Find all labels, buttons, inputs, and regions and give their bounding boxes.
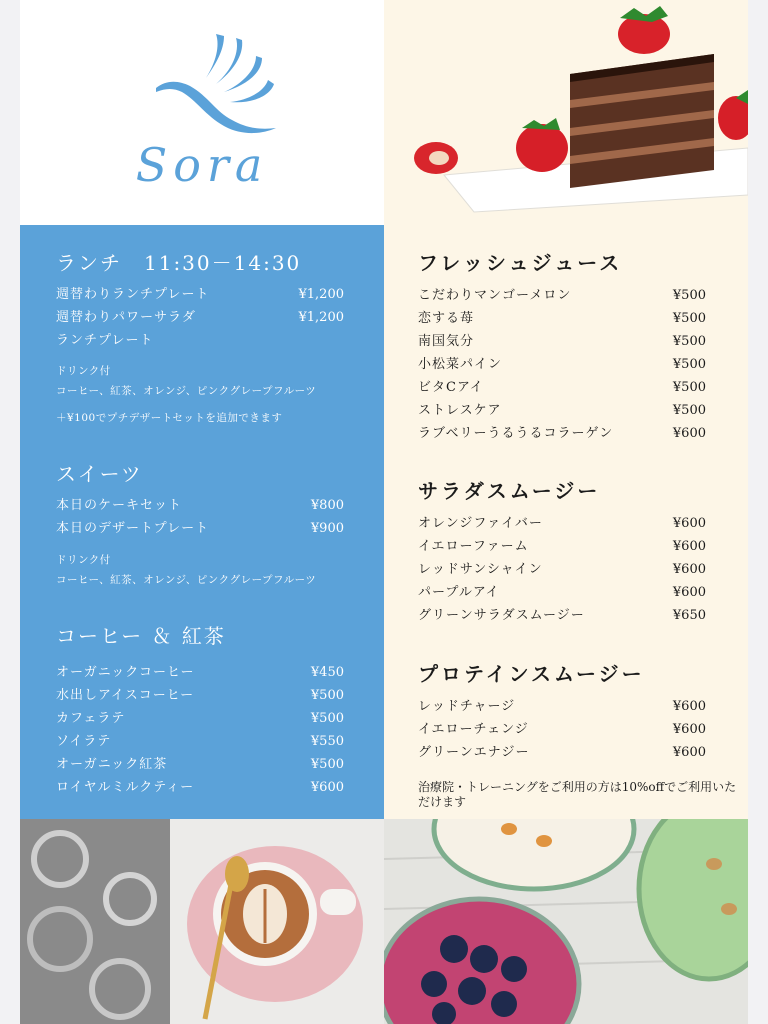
menu-item-price: ¥500 bbox=[672, 288, 706, 303]
menu-item-price: ¥500 bbox=[672, 311, 706, 326]
menu-item-name: 南国気分 bbox=[418, 334, 475, 349]
menu-item-price: ¥600 bbox=[672, 585, 706, 600]
sweets-title: スイーツ bbox=[56, 462, 143, 486]
menu-item-name: レッドチャージ bbox=[418, 699, 516, 714]
menu-item-name: こだわりマンゴーメロン bbox=[418, 288, 572, 303]
menu-item-name: グリーンエナジー bbox=[418, 745, 530, 760]
menu-item-price: ¥550 bbox=[310, 734, 344, 749]
smoothie-bowls-image bbox=[384, 819, 748, 1024]
smoothie-photo bbox=[384, 819, 748, 1024]
protein-smoothie-title: プロテインスムージー bbox=[418, 662, 645, 686]
drink-note-label: ドリンク付 bbox=[56, 365, 111, 377]
menu-item-name: ロイヤルミルクティー bbox=[56, 780, 195, 795]
menu-item-price: ¥600 bbox=[672, 539, 706, 554]
dessert-addon-note: ＋¥100でプチデザートセットを追加できます bbox=[56, 412, 283, 424]
menu-item-price: ¥600 bbox=[672, 745, 706, 760]
menu-item-price: ¥650 bbox=[672, 608, 706, 623]
menu-item-name: オーガニック紅茶 bbox=[56, 757, 168, 772]
menu-item-name: グリーンサラダスムージー bbox=[418, 608, 585, 623]
menu-item-name: イエローチェンジ bbox=[418, 722, 529, 737]
menu-item-price: ¥500 bbox=[310, 688, 344, 703]
menu-item-name: 水出しアイスコーヒー bbox=[56, 688, 195, 703]
menu-item-name: 恋する苺 bbox=[418, 311, 475, 326]
menu-item-price: ¥500 bbox=[672, 334, 706, 349]
salad-smoothie-title: サラダスムージー bbox=[418, 479, 601, 503]
coffee-tea-title: コーヒー ＆ 紅茶 bbox=[56, 624, 226, 648]
menu-item-price: ¥600 bbox=[672, 562, 706, 577]
discount-note: 治療院・トレーニングをご利用の方は10%offでご利用いただけます bbox=[418, 780, 737, 809]
menu-item-name: ランチプレート bbox=[56, 333, 154, 348]
fresh-juice-title: フレッシュジュース bbox=[418, 251, 623, 275]
menu-item-price: ¥1,200 bbox=[298, 287, 344, 302]
menu-item-name: オーガニックコーヒー bbox=[56, 665, 195, 680]
right-menu-column bbox=[384, 225, 748, 819]
lunch-title: ランチ 11:30－14:30 bbox=[56, 251, 302, 275]
menu-item-name: オレンジファイバー bbox=[418, 516, 543, 531]
menu-item-price: ¥500 bbox=[672, 380, 706, 395]
menu-item-price: ¥600 bbox=[672, 516, 706, 531]
menu-item-name: 本日のケーキセット bbox=[56, 498, 183, 513]
cake-photo bbox=[384, 0, 748, 225]
menu-item-name: ラブベリーうるうるコラーゲン bbox=[418, 426, 614, 441]
menu-item-name: カフェラテ bbox=[56, 711, 126, 726]
menu-item-price: ¥500 bbox=[672, 403, 706, 418]
left-menu-column bbox=[20, 225, 384, 819]
brand-name: Sora bbox=[135, 138, 269, 192]
menu-item-name: 週替わりランチプレート bbox=[56, 287, 210, 302]
menu-item-name: イエローファーム bbox=[418, 539, 529, 554]
menu-item-name: ストレスケア bbox=[418, 403, 502, 418]
menu-item-name: パープルアイ bbox=[418, 585, 500, 600]
drink-note-list: コーヒー、紅茶、オレンジ、ピンクグレープフルーツ bbox=[56, 574, 317, 586]
menu-item-price: ¥600 bbox=[672, 722, 706, 737]
menu-item-price: ¥600 bbox=[310, 780, 344, 795]
menu-item-price: ¥450 bbox=[310, 665, 344, 680]
menu-item-name: ビタCアイ bbox=[418, 380, 484, 395]
menu-item-price: ¥500 bbox=[310, 711, 344, 726]
chocolate-cake-image bbox=[384, 0, 748, 225]
menu-item-price: ¥600 bbox=[672, 699, 706, 714]
menu-item-price: ¥500 bbox=[672, 357, 706, 372]
latte-photo bbox=[20, 819, 384, 1024]
menu-item-name: 週替わりパワーサラダ bbox=[56, 310, 196, 325]
menu-page bbox=[20, 0, 748, 1024]
menu-item-price: ¥1,200 bbox=[298, 310, 344, 325]
logo-panel bbox=[20, 0, 384, 225]
sora-bird-logo-icon bbox=[20, 0, 384, 150]
menu-item-price: ¥800 bbox=[310, 498, 344, 513]
menu-item-price: ¥900 bbox=[310, 521, 344, 536]
latte-art-image bbox=[20, 819, 384, 1024]
drink-note-label: ドリンク付 bbox=[56, 554, 111, 566]
menu-item-name: レッドサンシャイン bbox=[418, 562, 543, 577]
drink-note-list: コーヒー、紅茶、オレンジ、ピンクグレープフルーツ bbox=[56, 385, 317, 397]
menu-item-name: ソイラテ bbox=[56, 734, 112, 749]
menu-item-price: ¥500 bbox=[310, 757, 344, 772]
menu-item-price: ¥600 bbox=[672, 426, 706, 441]
menu-item-name: 本日のデザートプレート bbox=[56, 521, 210, 536]
menu-item-name: 小松菜パイン bbox=[418, 357, 503, 372]
